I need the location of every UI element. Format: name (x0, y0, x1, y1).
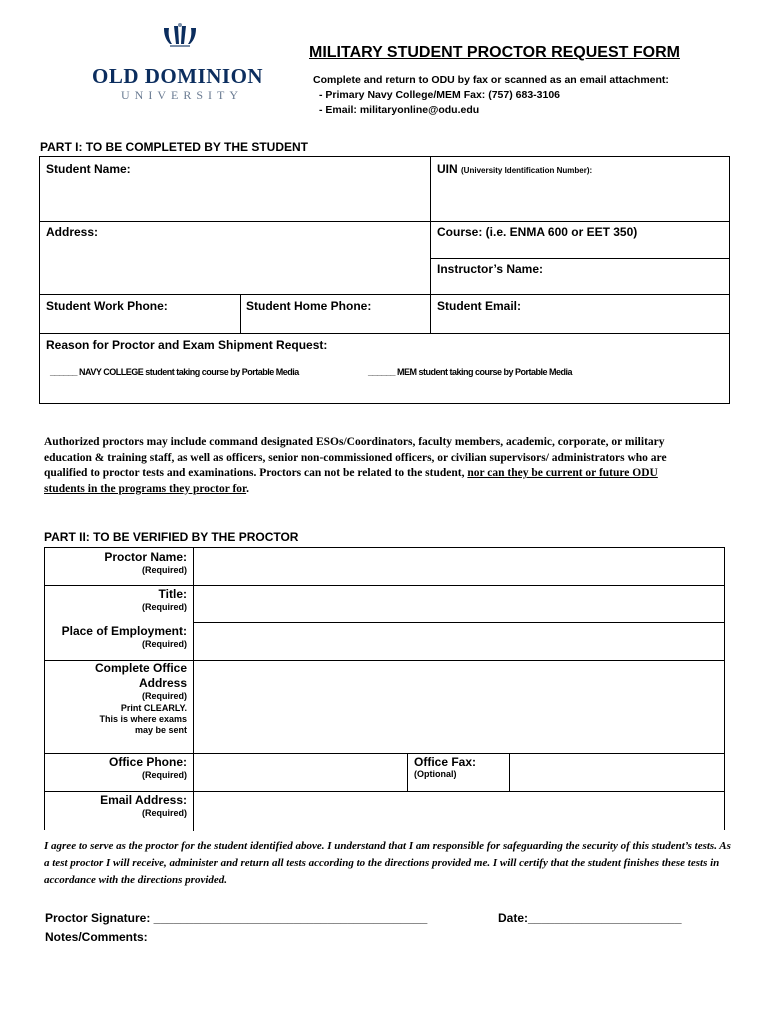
proctor-signature-line[interactable]: Proctor Signature: _________________________________________ (45, 911, 428, 925)
proctor-name-label: Proctor Name: (104, 550, 187, 564)
instruction-line: - Email: militaryonline@odu.edu (319, 104, 480, 116)
part1-heading: PART I: TO BE COMPLETED BY THE STUDENT (40, 140, 309, 154)
authorized-proctors-text (44, 435, 694, 497)
instructor-label: Instructor’s Name: (437, 262, 544, 276)
required-note: (Required) (142, 808, 187, 818)
required-note: (Required) (142, 691, 187, 701)
logo-wordmark: OLD DOMINION (92, 64, 264, 88)
place-of-employment-label: Place of Employment: (61, 624, 187, 638)
student-email-label: Student Email: (437, 299, 522, 313)
uin-note: (University Identification Number): (461, 166, 593, 175)
mem-option[interactable]: ______ MEM student taking course by Portable Media (368, 367, 573, 377)
authorized-underlined: nor can they be current or future ODU students in the programs they proctor for (44, 467, 658, 495)
home-phone-label: Student Home Phone: (246, 299, 372, 313)
reason-label: Reason for Proctor and Exam Shipment Request: (46, 338, 328, 352)
office-address-label: Complete Office (94, 661, 187, 675)
required-note: (Required) (142, 602, 187, 612)
instruction-line: - Primary Navy College/MEM Fax: (757) 683-3106 (319, 89, 561, 101)
uin-label-text: UIN (437, 162, 458, 176)
office-phone-label: Office Phone: (108, 755, 187, 769)
student-name-label: Student Name: (46, 162, 131, 176)
required-note: (Required) (142, 770, 187, 780)
notes-label: Notes/Comments: (45, 930, 148, 944)
email-address-label: Email Address: (100, 793, 187, 807)
uin-label (437, 162, 592, 176)
student-section-table (39, 156, 730, 404)
proctor-agreement: I agree to serve as the proctor for the student identified above. I understand that I am responsible for safeguarding the security of this student’s tests. As a test proctor I will receive, administer and return all tests according to the directions provided me. I will certify that the student finishes these tests in accordance with the directions provided. (44, 840, 731, 886)
print-clearly-note: Print CLEARLY. (120, 703, 187, 713)
logo-subtitle: UNIVERSITY (121, 88, 243, 102)
optional-note: (Optional) (414, 769, 457, 779)
form-title: MILITARY STUDENT PROCTOR REQUEST FORM (309, 44, 680, 61)
instruction-line: Complete and return to ODU by fax or scanned as an email attachment: (313, 74, 669, 86)
may-be-sent-note: may be sent (134, 725, 187, 735)
office-address-label-2: Address (138, 676, 187, 690)
required-note: (Required) (142, 565, 187, 575)
where-exams-note: This is where exams (99, 714, 187, 724)
date-line[interactable]: Date:_______________________ (498, 911, 682, 925)
required-note: (Required) (142, 639, 187, 649)
office-fax-label: Office Fax: (414, 755, 477, 769)
authorized-end: . (246, 482, 249, 495)
work-phone-label: Student Work Phone: (46, 299, 168, 313)
proctor-section-table (44, 547, 725, 830)
navy-college-option[interactable]: ______ NAVY COLLEGE student taking course by Portable Media (50, 367, 299, 377)
course-label: Course: (i.e. ENMA 600 or EET 350) (437, 225, 638, 239)
instructions (313, 73, 669, 118)
authorized-text: Authorized proctors may include command designated ESOs/Coordinators, faculty members, academic, corporate, or military education & training staff, as well as officers, senior non-commissioned officers, or civilian supervisors/ administrators who are qualified to proctor tests and examinations. Proctors can not be related to the student, (44, 436, 667, 479)
title-label: Title: (158, 587, 187, 601)
address-label: Address: (46, 225, 99, 239)
part2-heading: PART II: TO BE VERIFIED BY THE PROCTOR (44, 530, 299, 544)
crown-logo-icon (160, 22, 200, 48)
